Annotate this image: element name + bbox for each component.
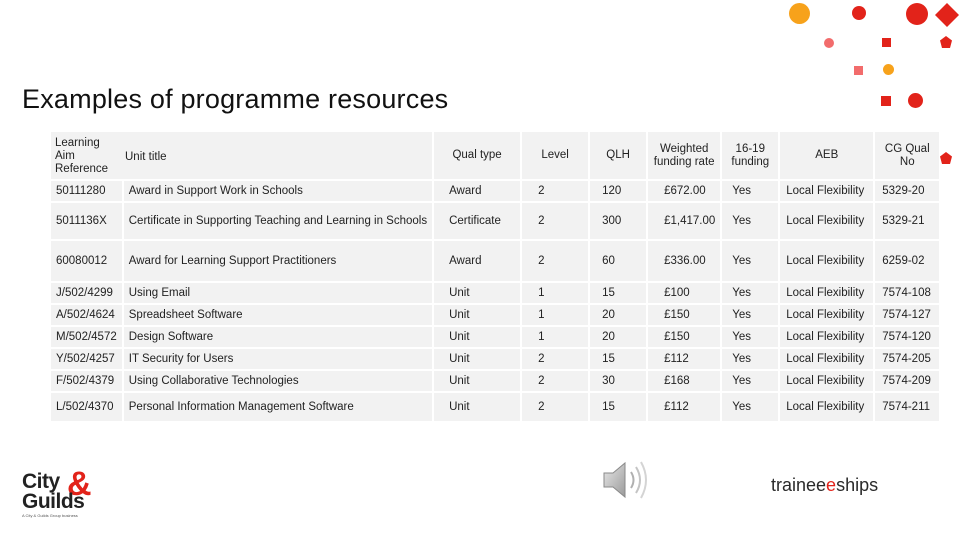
cell-aeb: Local Flexibility (780, 181, 873, 201)
cell-cg-qual-no: 7574-108 (875, 283, 939, 303)
cell-weighted-rate: £672.00 (648, 181, 720, 201)
cell-aeb: Local Flexibility (780, 305, 873, 325)
logo-ampersand: & (67, 465, 92, 503)
cell-weighted-rate: £1,417.00 (648, 203, 720, 239)
cell-aeb: Local Flexibility (780, 393, 873, 421)
table-row (51, 305, 939, 325)
cell-unit-title: Using Email (124, 283, 432, 303)
cell-cg-qual-no: 6259-02 (875, 241, 939, 281)
cell-qual-type: Certificate (434, 203, 520, 239)
cell-aim-ref: 5011136X (51, 203, 122, 239)
logo-tagline: A City & Guilds Group business (22, 513, 78, 518)
cell-qual-type: Unit (434, 305, 520, 325)
cell-qual-type: Award (434, 241, 520, 281)
cell-qual-type: Unit (434, 349, 520, 369)
cell-level: 2 (522, 393, 588, 421)
cell-weighted-rate: £112 (648, 349, 720, 369)
header-level: Level (522, 132, 588, 179)
pink-dot (824, 38, 834, 48)
cell-qlh: 20 (590, 327, 646, 347)
resources-table (49, 130, 941, 423)
cell-cg-qual-no: 7574-205 (875, 349, 939, 369)
cell-level: 1 (522, 327, 588, 347)
table-row (51, 241, 939, 281)
header-cg-qual-no: CG Qual No (875, 132, 939, 179)
table-row (51, 203, 939, 239)
orange-dot-small (883, 64, 894, 75)
cell-unit-title: Award in Support Work in Schools (124, 181, 432, 201)
logo-line2: Guilds (22, 490, 85, 513)
cell-level: 2 (522, 371, 588, 391)
cell-16-19-funding: Yes (722, 241, 778, 281)
logo-line1: City (22, 470, 60, 493)
cell-16-19-funding: Yes (722, 181, 778, 201)
cell-level: 2 (522, 203, 588, 239)
page-title: Examples of programme resources (22, 84, 449, 114)
cell-cg-qual-no: 7574-211 (875, 393, 939, 421)
table-row (51, 393, 939, 421)
cell-cg-qual-no: 7574-120 (875, 327, 939, 347)
table-row (51, 349, 939, 369)
cell-level: 2 (522, 349, 588, 369)
cell-unit-title: Spreadsheet Software (124, 305, 432, 325)
cell-qlh: 15 (590, 393, 646, 421)
header-qual-type: Qual type (434, 132, 520, 179)
cell-qual-type: Award (434, 181, 520, 201)
red-dot-large (906, 3, 928, 25)
cell-16-19-funding: Yes (722, 371, 778, 391)
table-row (51, 371, 939, 391)
header-aim-ref: Learning Aim Reference (55, 137, 109, 175)
cell-unit-title: IT Security for Users (124, 349, 432, 369)
table-row (51, 283, 939, 303)
red-dot (852, 6, 866, 20)
cell-aim-ref: L/502/4370 (51, 393, 122, 421)
cell-aim-ref: 50111280 (51, 181, 122, 201)
cell-level: 2 (522, 241, 588, 281)
cell-aim-ref: F/502/4379 (51, 371, 122, 391)
red-square (882, 38, 891, 47)
table-row (51, 181, 939, 201)
brand-part1: trainee (771, 475, 827, 495)
cell-qlh: 120 (590, 181, 646, 201)
orange-dot-large (789, 3, 810, 24)
cell-16-19-funding: Yes (722, 283, 778, 303)
header-unit-title: Unit title (125, 151, 167, 163)
red-pentagon-icon (940, 36, 952, 48)
cell-aeb: Local Flexibility (780, 203, 873, 239)
cell-qlh: 15 (590, 349, 646, 369)
cell-level: 2 (522, 181, 588, 201)
red-diamond-icon (934, 2, 960, 28)
cell-unit-title: Personal Information Management Software (124, 393, 432, 421)
cell-qual-type: Unit (434, 393, 520, 421)
cell-unit-title: Award for Learning Support Practitioners (124, 241, 432, 281)
cell-qlh: 20 (590, 305, 646, 325)
red-dot-2 (908, 93, 923, 108)
table-row (51, 327, 939, 347)
cell-weighted-rate: £150 (648, 327, 720, 347)
cell-16-19-funding: Yes (722, 393, 778, 421)
cell-aim-ref: Y/502/4257 (51, 349, 122, 369)
pink-square (854, 66, 863, 75)
cell-aeb: Local Flexibility (780, 349, 873, 369)
cell-weighted-rate: £150 (648, 305, 720, 325)
cell-qlh: 30 (590, 371, 646, 391)
cell-cg-qual-no: 7574-127 (875, 305, 939, 325)
header-qlh: QLH (590, 132, 646, 179)
cell-qual-type: Unit (434, 327, 520, 347)
cell-qlh: 300 (590, 203, 646, 239)
cell-unit-title: Certificate in Supporting Teaching and Learning in Schools (124, 203, 432, 239)
table-header-row (51, 132, 939, 179)
header-aim-unit (51, 132, 432, 179)
cell-weighted-rate: £168 (648, 371, 720, 391)
cell-unit-title: Using Collaborative Technologies (124, 371, 432, 391)
cell-aim-ref: M/502/4572 (51, 327, 122, 347)
cell-16-19-funding: Yes (722, 349, 778, 369)
cell-qual-type: Unit (434, 283, 520, 303)
header-aeb: AEB (780, 132, 873, 179)
cell-aim-ref: 60080012 (51, 241, 122, 281)
cell-qlh: 15 (590, 283, 646, 303)
cell-weighted-rate: £336.00 (648, 241, 720, 281)
cell-weighted-rate: £100 (648, 283, 720, 303)
cell-cg-qual-no: 5329-21 (875, 203, 939, 239)
header-16-19-funding: 16-19 funding (722, 132, 778, 179)
cell-cg-qual-no: 7574-209 (875, 371, 939, 391)
cell-cg-qual-no: 5329-20 (875, 181, 939, 201)
cell-aeb: Local Flexibility (780, 371, 873, 391)
cell-aeb: Local Flexibility (780, 241, 873, 281)
cell-aim-ref: A/502/4624 (51, 305, 122, 325)
red-pentagon-icon-2 (940, 152, 952, 164)
cell-level: 1 (522, 305, 588, 325)
cell-aim-ref: J/502/4299 (51, 283, 122, 303)
cell-qlh: 60 (590, 241, 646, 281)
cell-16-19-funding: Yes (722, 203, 778, 239)
cell-16-19-funding: Yes (722, 305, 778, 325)
cell-weighted-rate: £112 (648, 393, 720, 421)
speaker-icon[interactable] (600, 458, 652, 502)
cell-unit-title: Design Software (124, 327, 432, 347)
traineeships-brand (771, 475, 878, 496)
red-square-2 (881, 96, 891, 106)
cell-aeb: Local Flexibility (780, 283, 873, 303)
cell-16-19-funding: Yes (722, 327, 778, 347)
cell-aeb: Local Flexibility (780, 327, 873, 347)
cell-level: 1 (522, 283, 588, 303)
brand-part3: ships (836, 475, 879, 495)
brand-part2: e (826, 475, 837, 495)
city-guilds-logo (22, 465, 92, 522)
header-weighted-rate: Weighted funding rate (648, 132, 720, 179)
cell-qual-type: Unit (434, 371, 520, 391)
